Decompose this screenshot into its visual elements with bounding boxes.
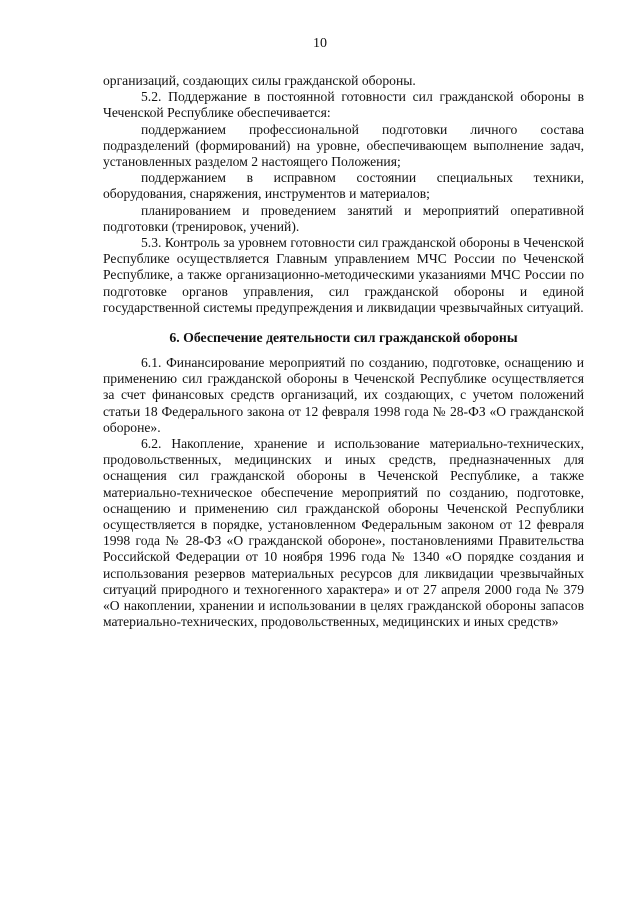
document-body bbox=[103, 73, 584, 631]
paragraph-5-2-item-exercises: планированием и проведением занятий и мероприятий оперативной подготовки (тренировок, учений). bbox=[103, 202, 584, 234]
paragraph-6-1: 6.1. Финансирование мероприятий по созданию, подготовке, оснащению и применению сил гражданской обороны в Чеченской Республике осуществляется за счет финансовых средств организаций, их создающих, с учетом положений статьи 18 Федерального закона от 12 февраля 1998 года № 28-ФЗ «О гражданской обороне». bbox=[103, 355, 584, 435]
paragraph-5-2: 5.2. Поддержание в постоянной готовности сил гражданской обороны в Чеченской Республике обеспечивается: bbox=[103, 89, 584, 121]
paragraph-5-3: 5.3. Контроль за уровнем готовности сил гражданской обороны в Чеченской Республике осуществляется Главным управлением МЧС России по Чеченской Республике, а также организационно-методическими указаниями МЧС России по подготовке органов управления, сил гражданской обороны и единой государственной системы предупреждения и ликвидации чрезвычайных ситуаций. bbox=[103, 235, 584, 315]
paragraph-6-2: 6.2. Накопление, хранение и использование материально-технических, продовольственных, медицинских и иных средств, предназначенных для оснащения сил гражданской обороны в Чеченской Республике, а также материально-техническое обеспечение мероприятий по созданию, подготовке, оснащению и применению сил гражданской обороны Чеченской Республики осуществляется в порядке, установленном Федеральным законом от 12 февраля 1998 года № 28-ФЗ «О гражданской обороне», постановлениями Правительства Российской Федерации от 10 ноября 1996 года № 1340 «О порядке создания и использования резервов материальных ресурсов для ликвидации чрезвычайных ситуаций природного и техногенного характера» и от 27 апреля 2000 года № 379 «О накоплении, хранении и использовании в целях гражданской обороны запасов материально-технических, продовольственных, медицинских и иных средств» bbox=[103, 436, 584, 630]
paragraph-5-2-item-training: поддержанием профессиональной подготовки личного состава подразделений (формирований) на уровне, обеспечивающем выполнение задач, установленных разделом 2 настоящего Положения; bbox=[103, 121, 584, 170]
page-number: 10 bbox=[313, 36, 327, 51]
section-heading-6: 6. Обеспечение деятельности сил гражданской обороны bbox=[169, 330, 518, 346]
paragraph-5-2-item-equipment: поддержанием в исправном состоянии специальных техники, оборудования, снаряжения, инструментов и материалов; bbox=[103, 170, 584, 202]
paragraph-continuation: организаций, создающих силы гражданской обороны. bbox=[103, 73, 416, 88]
